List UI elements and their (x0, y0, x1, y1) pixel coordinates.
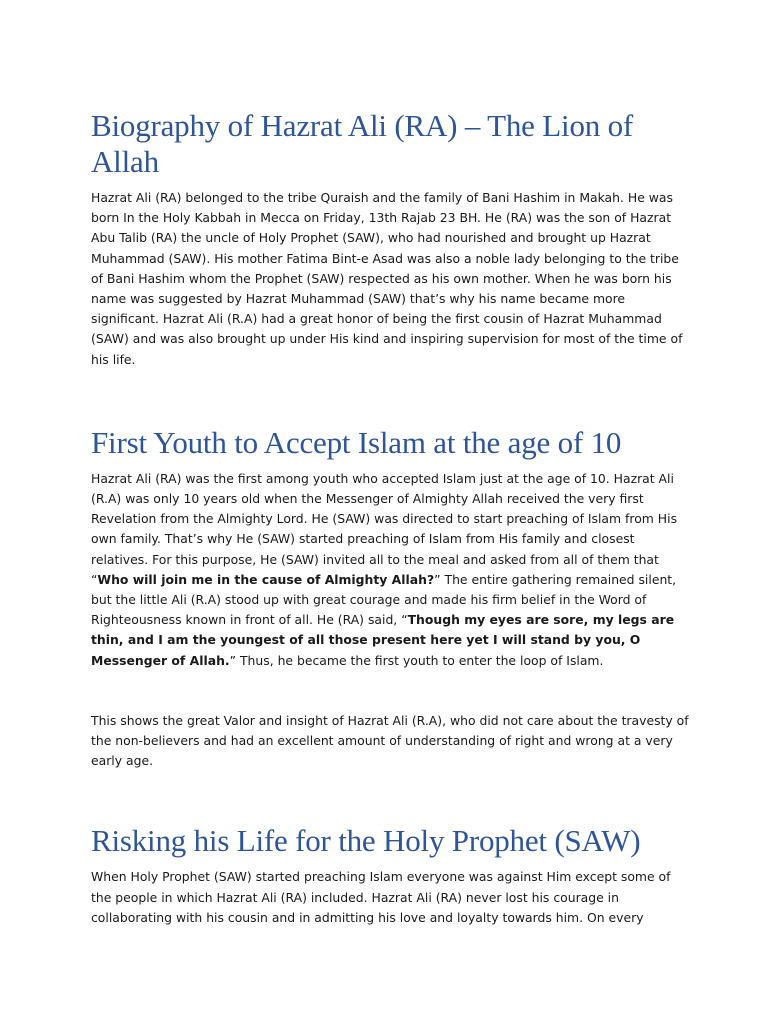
document-body (91, 108, 691, 928)
paragraph-valor: This shows the great Valor and insight of Hazrat Ali (R.A), who did not care about the travesty of the non-believers and had an excellent amount of understanding of right and wrong at a very early age. (91, 712, 689, 769)
bold-quote-answer: Though my eyes are sore, my legs are thin, and I am the youngest of all those present here yet I will stand by you, O Messenger of Allah. (91, 612, 675, 668)
paragraph-text: ” The entire gathering remained silent, but the little Ali (R.A) stood up with great courage and made his firm belief in the Word of Righteousness known in front of all. He (RA) said, “ (91, 571, 677, 628)
section-heading-risking-life: Risking his Life for the Holy Prophet (SAW) (91, 823, 641, 859)
spacer (91, 771, 691, 823)
paragraph-text: ” Thus, he became the first youth to enter the loop of Islam. (229, 652, 604, 668)
paragraph-risking-life: When Holy Prophet (SAW) started preaching Islam everyone was against Him except some of the people in which Hazrat Ali (RA) included. Hazrat Ali (RA) never lost his courage in collaborating with his cousin and in admitting his love and loyalty towards him. On every (91, 869, 671, 925)
spacer (91, 671, 691, 711)
paragraph-text: Hazrat Ali (RA) was the first among youth who accepted Islam just at the age of 10. Hazrat Ali (R.A) was only 10 years old when the Messenger of Almighty Allah received the very first Revelation from the Almighty Lord. He (SAW) was directed to start preaching of Islam from His own family. That’s why He (SAW) started preaching of Islam from His family and closest relatives. For this purpose, He (SAW) invited all to the meal and asked from all of them that “ (91, 470, 678, 587)
paragraph-first-youth (91, 469, 691, 671)
paragraph-biography: Hazrat Ali (RA) belonged to the tribe Quraish and the family of Bani Hashim in Makah. He was born In the Holy Kabbah in Mecca on Friday, 13th Rajab 23 BH. He (RA) was the son of Hazrat Abu Talib (RA) the uncle of Holy Prophet (SAW), who had nourished and brought up Hazrat Muhammad (SAW). His mother Fatima Bint-e Asad was also a noble lady belonging to the tribe of Bani Hashim whom the Prophet (SAW) respected as his own mother. When he was born his name was suggested by Hazrat Muhammad (SAW) that’s why his name became more significant. Hazrat Ali (R.A) had a great honor of being the first cousin of Hazrat Muhammad (SAW) and was also brought up under His kind and inspiring supervision for most of the time of his life. (91, 190, 683, 367)
bold-quote-question: Who will join me in the cause of Almighty Allah? (97, 571, 435, 587)
section-heading-biography: Biography of Hazrat Ali (RA) – The Lion of Allah (91, 108, 634, 179)
spacer (91, 370, 691, 425)
section-heading-first-youth: First Youth to Accept Islam at the age of 10 (91, 424, 622, 460)
